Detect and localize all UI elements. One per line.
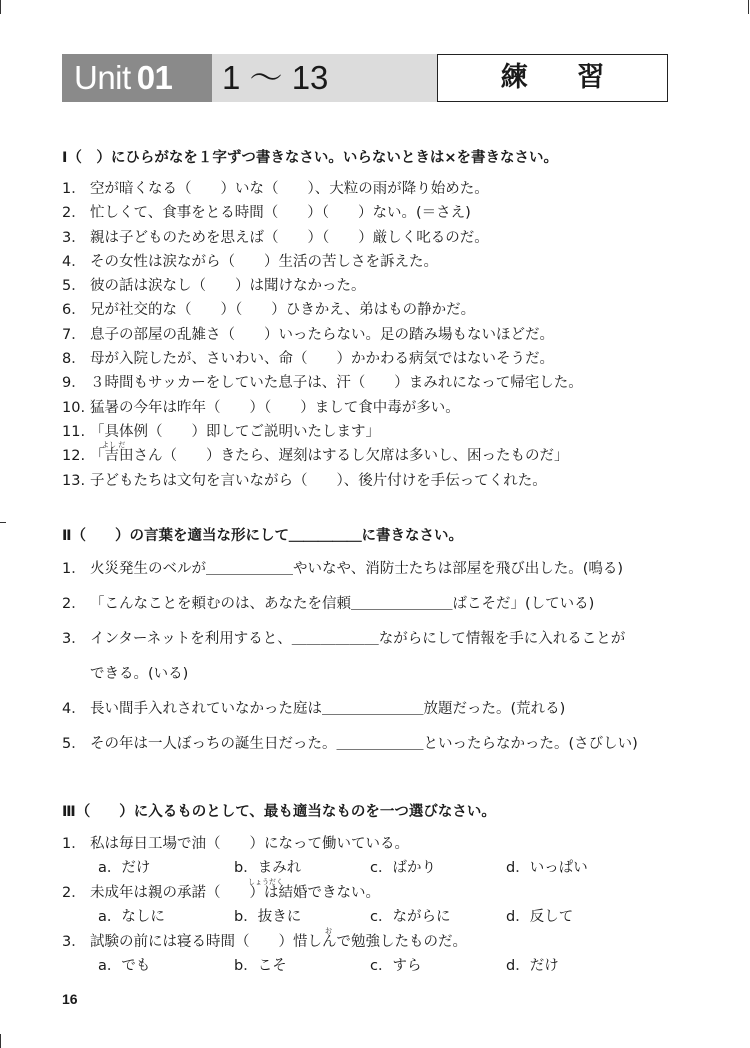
list-item: よし だ 12. 「吉田さん（ ）きたら、遅刻はするし欠席は多いし、困ったものだ」 [62, 441, 569, 465]
section1-list [62, 177, 583, 493]
question-item: お 3． 試験の前には寝る時間（ ）惜しんで勉強したものだ。 [62, 926, 467, 950]
crop-mark-top-right [748, 0, 749, 14]
list-item: 5． 彼の話は涙なし（ ）は聞けなかった。 [62, 278, 366, 295]
section3-list [62, 832, 642, 978]
unit-label: Unit [74, 59, 131, 96]
section2-heading: Ⅱ（ ）の言葉を適当な形にして＿＿＿＿＿に書きなさい。 [62, 528, 464, 544]
page-number: 16 [62, 991, 78, 1007]
list-item: 7． 息子の部屋の乱雑さ（ ）いったらない。足の踏み場もないほどだ。 [62, 326, 554, 343]
furigana: お [325, 926, 332, 935]
question-item: 1． 私は毎日工場で油（ ）になって働いている。 [62, 836, 409, 852]
option-b: b．こそ [234, 957, 287, 974]
option-row [62, 856, 642, 880]
option-c: c．ながらに [370, 909, 451, 926]
page-title: 練 習 [437, 54, 668, 102]
furigana: よし だ [102, 441, 126, 450]
option-b: b．抜きに [234, 909, 302, 926]
option-a: a．だけ [98, 860, 151, 877]
list-item: 1． 火災発生のベルが＿＿＿＿＿＿やいなや、消防士たちは部屋を飛び出した。(鳴る) [62, 561, 624, 577]
list-item: 9． ３時間もサッカーをしていた息子は、汗（ ）まみれになって帰宅した。 [62, 375, 583, 392]
furigana: しょうだく [248, 877, 283, 886]
crop-mark-left [0, 522, 6, 523]
option-d: d．反して [506, 909, 574, 926]
section2-list [62, 552, 638, 762]
list-item: できる。(いる) [90, 666, 189, 682]
unit-number: 01 [136, 59, 173, 96]
option-d: d．だけ [506, 957, 559, 974]
unit-range: 1 ～ 13 [212, 54, 498, 102]
option-a: a．なしに [98, 909, 165, 926]
list-item: 4． その女性は涙ながら（ ）生活の苦しさを訴えた。 [62, 253, 438, 270]
option-b: b．まみれ [234, 860, 302, 877]
option-d: d．いっぱい [506, 860, 588, 877]
section1-heading: Ⅰ（ ）にひらがなを１字ずつ書きなさい。いらないときは×を書きなさい。 [62, 150, 559, 166]
option-c: c．ばかり [370, 860, 436, 877]
list-item: 2． 忙しくて、食事をとる時間（ ）（ ）ない。(＝さえ) [62, 205, 471, 222]
unit-label-box [62, 54, 212, 102]
unit-header [62, 54, 668, 102]
crop-mark-top-left [0, 0, 1, 14]
question-item: しょうだく 2． 未成年は親の承諾（ ）は結婚できない。 [62, 877, 380, 901]
crop-mark-bottom-left [0, 1034, 1, 1048]
option-row [62, 954, 642, 978]
list-item: 3． インターネットを利用すると、＿＿＿＿＿＿ながらにして情報を手に入れることが [62, 631, 626, 647]
section3-heading: Ⅲ（ ）に入るものとして、最も適当なものを一つ選びなさい。 [62, 804, 496, 820]
list-item: 8． 母が入院したが、さいわい、命（ ）かかわる病気ではないそうだ。 [62, 351, 554, 368]
list-item: 4． 長い間手入れされていなかった庭は＿＿＿＿＿＿＿放題だった。(荒れる) [62, 701, 566, 717]
option-c: c．すら [370, 957, 422, 974]
option-a: a．でも [98, 957, 151, 974]
list-item: 6． 兄が社交的な（ ）（ ）ひきかえ、弟はもの静かだ。 [62, 302, 476, 319]
list-item: 3． 親は子どものためを思えば（ ）（ ）厳しく叱るのだ。 [62, 229, 489, 246]
list-item: 11. 「具体例（ ）即してご説明いたします」 [62, 423, 380, 440]
list-item: 1． 空が暗くなる（ ）いな（ ）、大粒の雨が降り始めた。 [62, 181, 489, 197]
option-row [62, 905, 642, 929]
list-item: 5． その年は一人ぼっちの誕生日だった。＿＿＿＿＿＿といったらなかった。(さびしい) [62, 736, 638, 752]
list-item: 2． 「こんなことを頼むのは、あなたを信頼＿＿＿＿＿＿＿ばこそだ」(している) [62, 596, 595, 612]
list-item: 13. 子どもたちは文句を言いながら（ ）、後片付けを手伝ってくれた。 [62, 472, 547, 489]
list-item: 10. 猛暑の今年は昨年（ ）（ ）まして食中毒が多い。 [62, 399, 460, 416]
